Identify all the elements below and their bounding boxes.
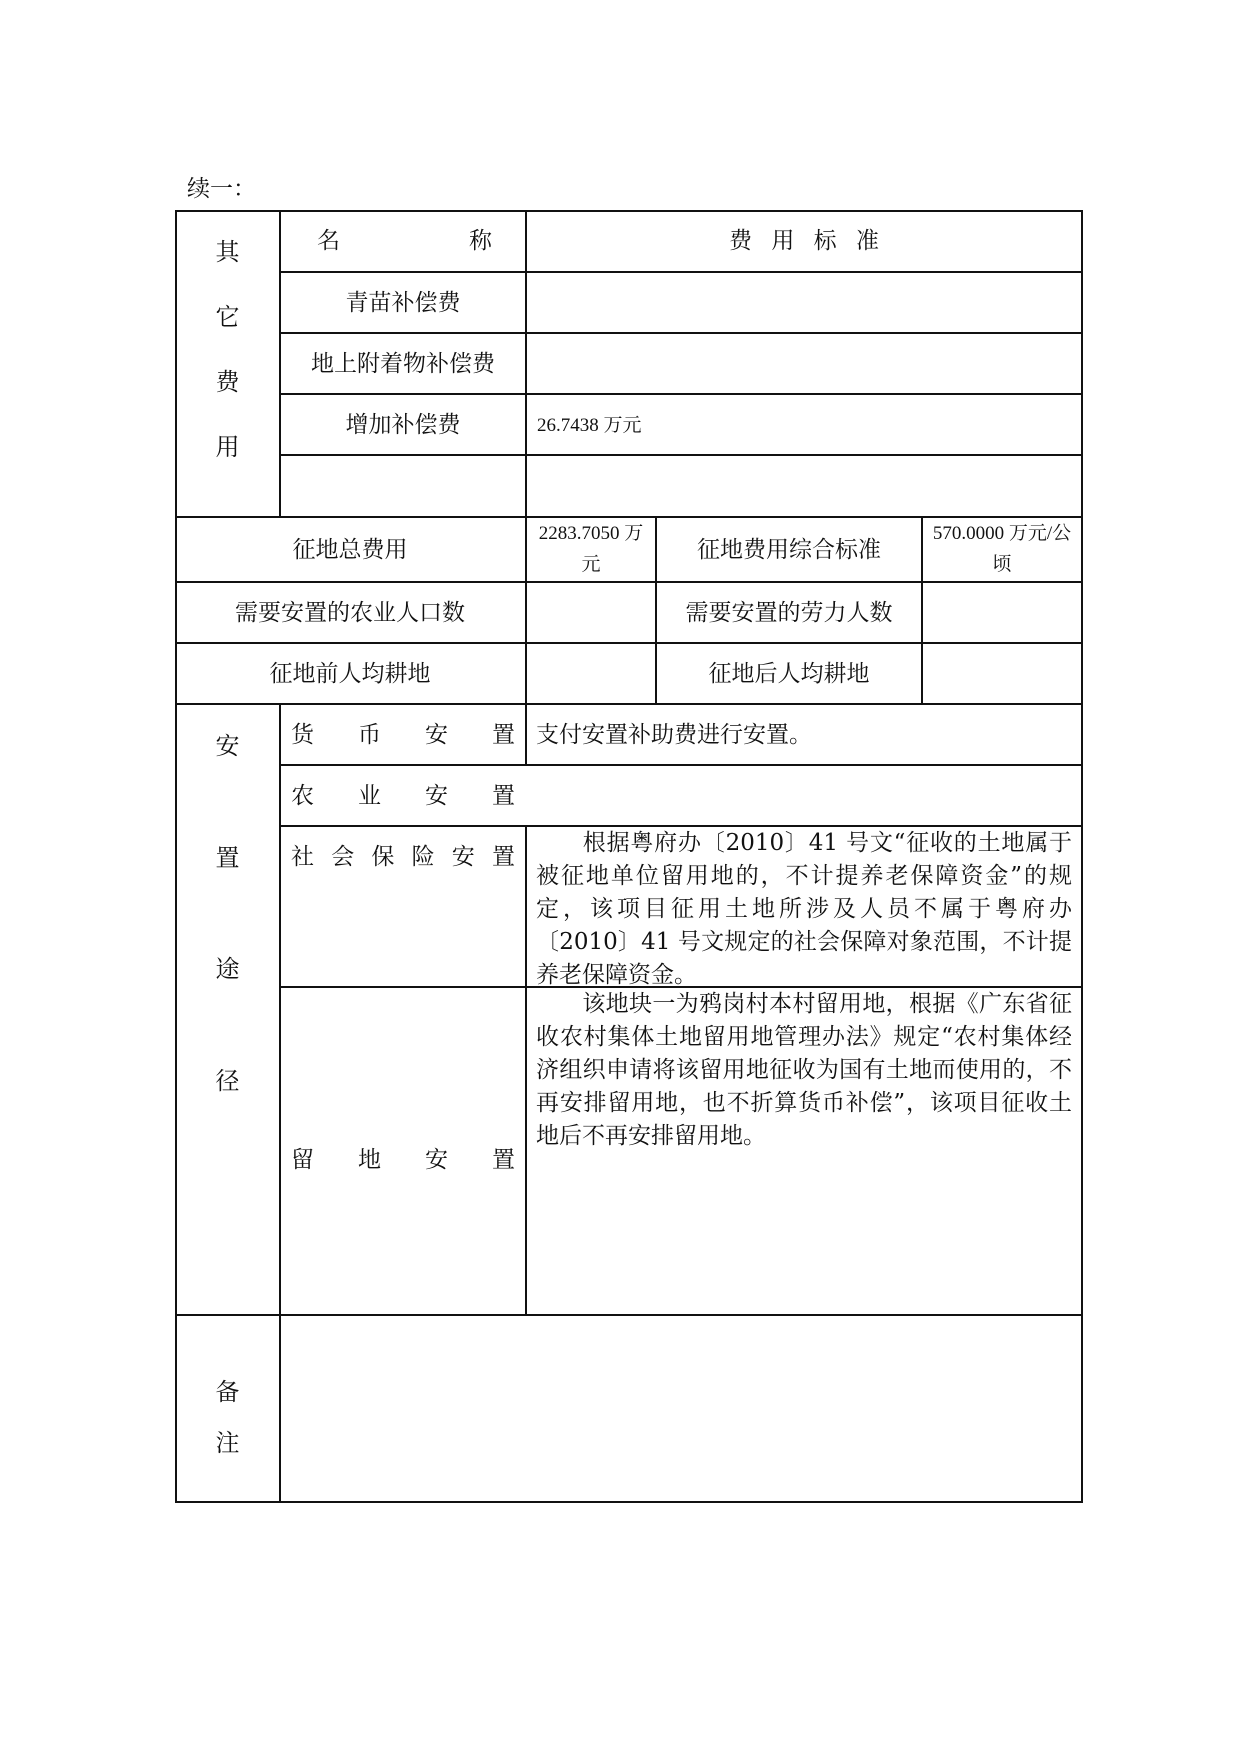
composite-standard-value: 570.0000 万元/公顷 (932, 523, 1072, 575)
total-fee-value: 2283.7050 万元 (538, 523, 644, 575)
table-border-right (1081, 210, 1083, 1503)
monetary-resettlement-content: 支付安置补助费进行安置。 (536, 722, 812, 748)
table-border-bottom (175, 1501, 1083, 1503)
farmland-before-label: 征地前人均耕地 (269, 661, 431, 687)
table-rule (175, 1314, 1083, 1316)
social-security-label: 社 会 保 险 安 置 (291, 844, 515, 870)
farmland-after-label: 征地后人均耕地 (708, 661, 870, 687)
agricultural-resettlement-label: 农 业 安 置 (291, 783, 515, 809)
table-border-top (175, 210, 1083, 212)
resettlement-section-label: 安 置 途 径 (215, 732, 240, 1095)
agri-population-label: 需要安置的农业人口数 (235, 600, 465, 626)
other-fees-section-label: 其 它 费 用 (215, 238, 240, 461)
reserved-land-label: 留 地 安 置 (291, 1147, 515, 1173)
monetary-resettlement-label: 货 币 安 置 (291, 722, 515, 748)
remarks-label: 备 注 (215, 1378, 240, 1457)
table-rule (280, 454, 1083, 456)
table-rule (175, 703, 1083, 705)
land-acquisition-table (175, 210, 1083, 1503)
page-header: 续一： (187, 176, 256, 202)
name-column-header: 名 称 (317, 228, 492, 254)
composite-standard-label: 征地费用综合标准 (697, 537, 881, 563)
standard-column-header: 费 用 标 准 (729, 228, 879, 254)
table-rule (175, 581, 1083, 583)
table-rule (921, 516, 923, 703)
total-fee-label: 征地总费用 (292, 537, 408, 563)
reserved-land-content: 该地块一为鸦岗村本村留用地，根据《广东省征收农村集体土地留用地管理办法》规定“农村集体经济组织申请将该留用地征收为国有土地而使用的，不再安排留用地，也不折算货币补偿”，该项目征收土地后不再安排留用地。 (536, 991, 1072, 1149)
table-rule (525, 210, 527, 764)
table-rule (280, 764, 1083, 766)
fee-standard-additional: 26.7438 万元 (537, 415, 642, 436)
labor-count-label: 需要安置的劳力人数 (685, 600, 893, 626)
fee-name-additional: 增加补偿费 (345, 412, 461, 438)
table-rule (525, 825, 527, 1314)
table-rule (175, 642, 1083, 644)
table-rule (280, 332, 1083, 334)
table-rule (280, 271, 1083, 273)
fee-name-seedling: 青苗补偿费 (345, 290, 461, 316)
social-security-content: 根据粤府办〔2010〕41 号文“征收的土地属于被征地单位留用地的，不计提养老保障资金”的规定，该项目征用土地所涉及人员不属于粤府办〔2010〕41 号文规定的社会保障对象范围，不计提养老保障资金。 (536, 830, 1072, 988)
fee-name-attachments: 地上附着物补偿费 (311, 351, 495, 377)
table-rule (280, 393, 1083, 395)
